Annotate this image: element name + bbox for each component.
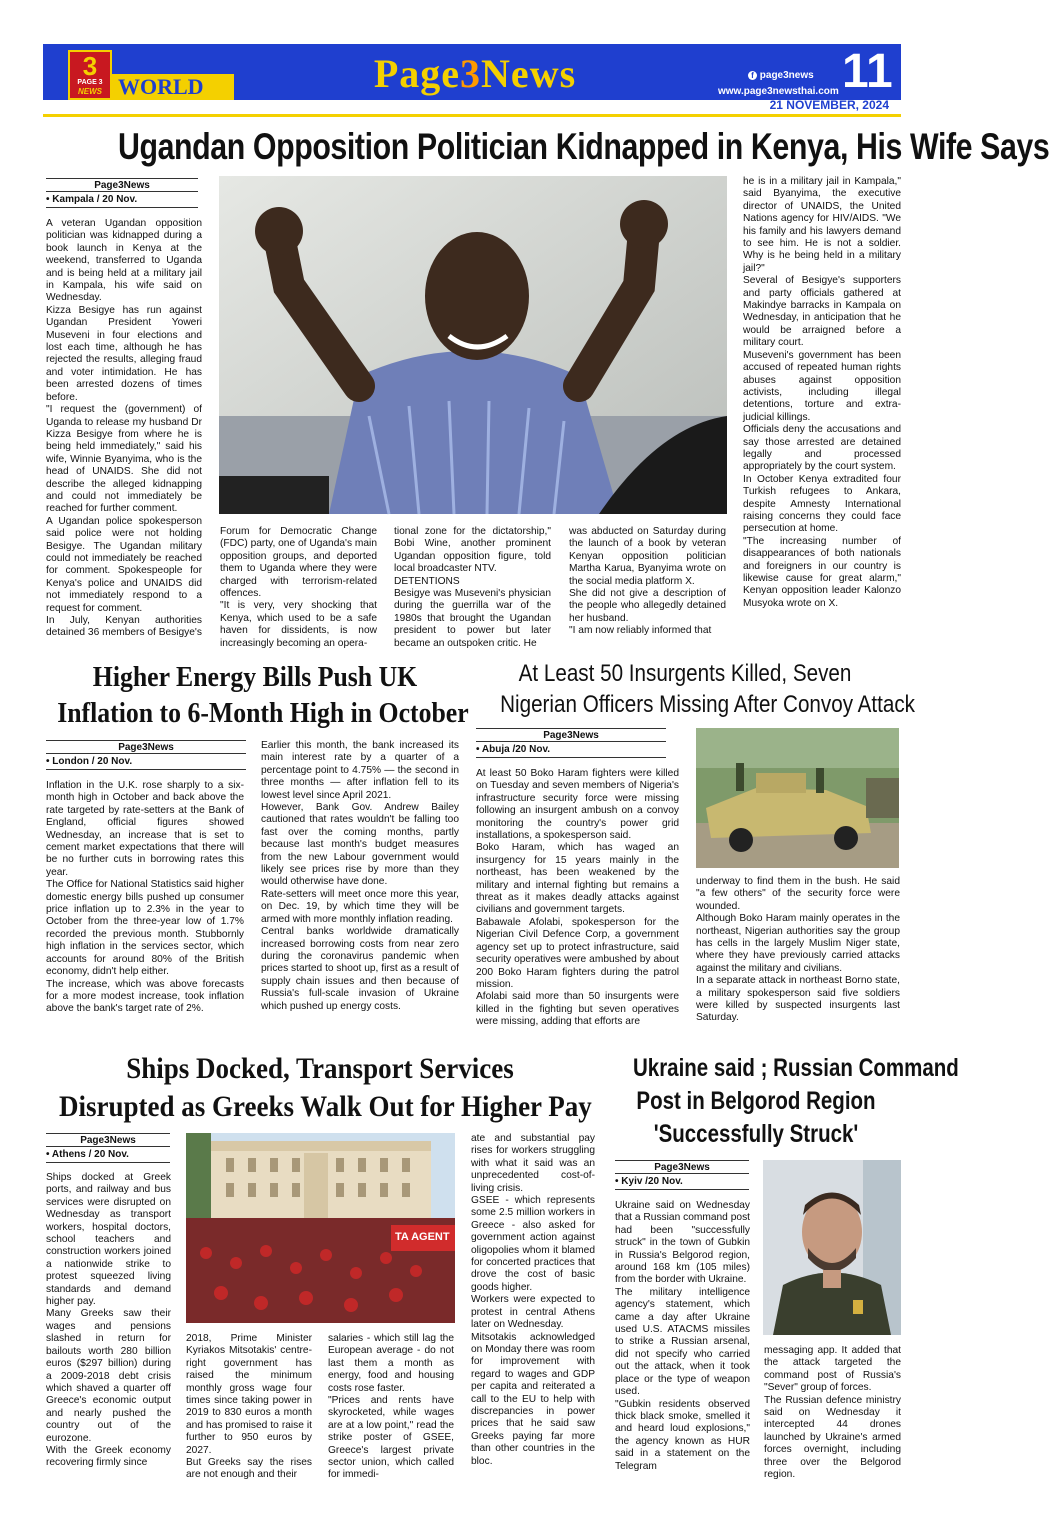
article5-col2 <box>764 1345 901 1490</box>
article2-col2-text: Earlier this month, the bank increased its main interest rate by a quarter of a percentage point to 4.75% — the second in three months — after inflation fell to its lowest level since April 2021. However, Bank Gov. Andrew Bailey cautioned that rates wouldn't be falling too fast over the coming months, partly because last month's budget measures from the new Labour government would likely see prices rise by more than they would otherwise have done. Rate-setters will meet once more this year, on Dec. 19, by which time they will be armed with more monthly inflation reading. Central banks worldwide dramatically increased borrowing costs from near zero during the coronavirus pandemic when prices started to shoot up, first as a result of supply chain issues and then because of Russia's full-scale invasion of Ukraine which pushed up energy costs. <box>261 740 459 1012</box>
article1-col5 <box>743 176 901 654</box>
besigye-photo[interactable] <box>219 176 727 514</box>
facebook-handle[interactable] <box>748 70 814 81</box>
article4-headline-line1: Ships Docked, Transport Services <box>126 1052 514 1085</box>
article4-col1 <box>46 1172 171 1490</box>
article1-place: • Kampala / 20 Nov. <box>46 191 198 208</box>
article5-headline-line1: Ukraine said ; Russian Command <box>633 1054 959 1082</box>
article4-col2 <box>186 1333 312 1490</box>
article2-source: Page3News <box>46 740 246 753</box>
article2-col2 <box>261 740 459 1048</box>
article3-source: Page3News <box>476 728 666 741</box>
article5-col1 <box>615 1200 750 1490</box>
article5-headline[interactable] <box>633 1052 959 1151</box>
article1-col3 <box>394 526 551 651</box>
article2-headline-line2: Inflation to 6-Month High in October <box>57 698 469 729</box>
athens-banner-text: TA AGENT <box>395 1231 450 1243</box>
brand-three: 3 <box>460 51 482 96</box>
brand-post: News <box>481 51 577 96</box>
article4-byline <box>46 1133 170 1163</box>
logo-news: NEWS <box>78 87 102 96</box>
article5-source: Page3News <box>615 1160 749 1173</box>
article3-col2 <box>696 876 900 1048</box>
article1-col1-text: A veteran Ugandan opposition politician was kidnapped during a book launch in Kenya at the weekend, transferred to Uganda and is being held at a military jail in Kampala, his wife said on Wednesday. Kizza Besigye has run against Ugandan President Yoweri Museveni in four elections and lost each time, although he has rejected the results, alleging fraud and voter intimidation. He has been arrested dozens of times before. "I request the (government) of Uganda to release my husband Dr Kizza Besigye from where he is being held immediately," said his wife, Winnie Byanyima, who is the head of UNAIDS. She did not describe the alleged kidnapping and could not immediately be reached for further comment. A Ugandan police spokesperson said police were not holding Besigye. The Ugandan military could not immediately be reached for comment. Spokespeople for Kenya's police and UNAIDS did not immediately respond to a request for comment. In July, Kenyan authorities detained 36 members of Besigye's <box>46 218 202 639</box>
article5-headline-line2: Post in Belgorod Region <box>636 1087 876 1115</box>
article3-headline-line2: Nigerian Officers Missing After Convoy Attack <box>500 691 915 718</box>
article1-col2 <box>220 526 377 651</box>
article2-place: • London / 20 Nov. <box>46 753 246 770</box>
article3-col1-text: At least 50 Boko Haram fighters were killed on Tuesday and seven members of Nigeria's infrastructure security force were missing following an insurgent ambush on a convoy monitoring the country's power grid installations, a spokesperson said. Boko Haram, which has waged an insurgency for 15 years mainly in the northeast, has been weakened by the military and internal fighting but remains a threat as it makes deadly attacks against civilians and government targets. Babawale Afolabi, spokesperson for the Nigerian Civil Defence Corp, a government agency set up to protect infrastructure, said security operatives were ambushed by about 200 Boko Haram fighters during the patrol mission. Afolabi said more than 50 insurgents were killed in the fighting but seven operatives were missing, adding that efforts are <box>476 768 679 1028</box>
article2-headline[interactable] <box>57 660 469 732</box>
article2-col1-text: Inflation in the U.K. rose sharply to a six-month high in October and back above the rate targeted by rate-setters at the Bank of England, official figures showed Wednesday, an increase that is set to cement market expectations that there will be no further cuts in borrowing rates this year. The Office for National Statistics said higher domestic energy bills pushed up consumer price inflation up to 2.3% in the year to October from the three-year low of 1.7% recorded the previous month. Stubbornly high inflation in the services sector, which accounts for around 80% of the British economy, didn't help either. The increase, which was above forecasts for a more modest increase, took inflation above the bank's target rate of 2%. <box>46 780 244 1015</box>
article1-byline <box>46 178 198 208</box>
article4-col2-text: 2018, Prime Minister Kyriakos Mitsotakis' centre-right government has raised the minimum monthly gross wage four times since taking power in 2019 to 830 euros a month and has promised to raise it further to 950 euros by 2027. But Greeks say the rises are not enough and their <box>186 1333 312 1481</box>
article2-col1 <box>46 780 244 1048</box>
article4-col1-text: Ships docked at Greek ports, and railway and bus services were disrupted on Wednesday as transport workers, hospital doctors, school teachers and construction workers joined a nationwide strike to protest squeezed living standards and demand higher pay. Many Greeks saw their wages and pensions slashed in return for bailouts worth 280 billion euros ($297 billion) during a 2009-2018 debt crisis which shaved a quarter off Greece's economic output and nearly pushed the country out of the eurozone. With the Greek economy recovering firmly since <box>46 1172 171 1469</box>
logo-sub: PAGE 3 <box>77 79 103 86</box>
athens-strike-photo-art <box>186 1133 455 1323</box>
article3-headline-line1: At Least 50 Insurgents Killed, Seven <box>518 660 852 687</box>
page3-logo[interactable] <box>68 50 112 100</box>
article5-col1-text: Ukraine said on Wednesday that a Russian command post had been "successfully struck" in the town of Gubkin in Russia's Belgorod region, around 168 km (105 miles) from the border with Ukraine. The military intelligence agency's statement, which came a day after Ukraine used U.S. ATACMS missiles to strike a Russian arsenal, did not specify who carried out the attack, when it took place or the type of weapon used. "Gubkin residents observed thick black smoke, smelled it and heard loud explosions," the agency known as HUR said in a statement on the Telegram <box>615 1200 750 1472</box>
article1-col2-text: Forum for Democratic Change (FDC) party, one of Uganda's main opposition groups, and deported them to Uganda where they were charged with terrorism-related offences. "It is very, very shocking that Kenya, which used to be a safe haven for dissidents, is now increasingly becoming an opera- <box>220 526 377 649</box>
article2-headline-line1: Higher Energy Bills Push UK <box>92 662 418 693</box>
article3-place: • Abuja /20 Nov. <box>476 741 666 758</box>
article4-headline[interactable] <box>59 1050 592 1126</box>
convoy-photo-art <box>696 728 899 868</box>
article3-byline <box>476 728 666 758</box>
article3-col2-text: underway to find them in the bush. He said "a few others" of the security force were wounded. Although Boko Haram mainly operates in the northeast, Nigerian authorities say the group has cells in the largely Muslim Niger state, where they have previously carried attacks against the military and civilians. In a separate attack in northeast Borno state, a military spokesperson said five soldiers were killed by suspected insurgents last Saturday. <box>696 876 900 1024</box>
issue-date: 21 NOVEMBER, 2024 <box>769 98 889 112</box>
website-link[interactable]: www.page3newsthai.com <box>718 86 839 97</box>
article5-byline <box>615 1160 749 1190</box>
athens-strike-photo[interactable] <box>186 1133 455 1323</box>
article1-source: Page3News <box>46 178 198 191</box>
article4-source: Page3News <box>46 1133 170 1146</box>
article4-col4-text: ate and substantial pay rises for workers struggling with what it said was an unprecedented cost-of-living crisis. GSEE - which represents some 2.5 million workers in Greece - also asked for government action against oligopolies whom it blamed for concerted practices that drove the cost of basic goods higher. Workers were expected to protest in central Athens later on Wednesday. Mitsotakis acknowledged on Monday there was room for improvement with regard to wages and GDP per capita and reiterated a call to the EU to help with discrepancies in power prices that he said saw Greeks paying far more than other countries in the bloc. <box>471 1133 595 1467</box>
logo-number: 3 <box>82 51 98 81</box>
article4-col3-text: salaries - which still lag the European average - do not last them a month as energy, food and housing costs rose faster. "Prices and rents have skyrocketed, while wages are at a low point," read the strike poster of GSEE, Greece's largest private sector union, which called for immedi- <box>328 1333 454 1481</box>
zelensky-photo[interactable] <box>763 1160 901 1335</box>
brand-title[interactable] <box>340 50 610 98</box>
article5-place: • Kyiv /20 Nov. <box>615 1173 749 1190</box>
facebook-icon: f <box>748 71 757 80</box>
convoy-photo[interactable] <box>696 728 899 868</box>
article1-col5-text: he is in a military jail in Kampala," said Byanyima, the executive director of UNAIDS, the United Nations agency for HIV/AIDS. "We his family and his lawyers demand to see him. He is not a soldier. Why is he being held in a military jail?" Several of Besigye's supporters and party officials gathered at Makindye barracks in Kampala on Wednesday, in anticipation that he would be arraigned before a military court. Museveni's government has been accused of repeated human rights abuses against opposition activists, including illegal detentions, torture and extra-judicial killings. Officials deny the accusations and say those arrested are detained legally and processed appropriately by the court system. In October Kenya extradited four Turkish refugees to Ankara, despite Amnesty International raising concerns they could face persecution at home. "The increasing number of disappearances of both nationals and foreigners in our country is likewise cause for great alarm," Kenyan opposition leader Kalonzo Musyoka wrote on X. <box>743 176 901 609</box>
facebook-label: page3news <box>759 70 814 81</box>
article4-col4 <box>471 1133 595 1490</box>
section-label: WORLD <box>112 74 234 100</box>
article4-place: • Athens / 20 Nov. <box>46 1146 170 1163</box>
article1-col4-text: was abducted on Saturday during the launch of a book by veteran Kenyan opposition politician Martha Karua, Byanyima wrote on the social media platform X. She did not give a description of the people who allegedly detained her husband. "I am now reliably informed that <box>569 526 726 637</box>
article4-headline-line2: Disrupted as Greeks Walk Out for Higher Pay <box>59 1090 592 1123</box>
brand-pre: Page <box>373 51 461 96</box>
page-number: 11 <box>842 45 893 98</box>
article2-byline <box>46 740 246 770</box>
article5-col2-text: messaging app. It added that the attack targeted the command post of Russia's "Sever" group of forces. The Russian defence ministry said on Wednesday it intercepted 44 drones launched by Ukraine's armed forces overnight, including three over the Belgorod region. <box>764 1345 901 1481</box>
article1-col1 <box>46 218 202 654</box>
article1-headline[interactable]: Ugandan Opposition Politician Kidnapped in Kenya, His Wife Says <box>117 126 1049 167</box>
article3-col1 <box>476 768 679 1048</box>
article5-headline-line3: 'Successfully Struck' <box>653 1120 859 1148</box>
zelensky-photo-art <box>763 1160 901 1335</box>
article1-col3-text: tional zone for the dictatorship," Bobi Wine, another prominent Ugandan opposition figure, told local broadcaster NTV. DETENTIONS Besigye was Museveni's physician during the guerrilla war of the 1980s that brought the Ugandan president to power but later became an outspoken critic. He <box>394 526 551 649</box>
article3-headline[interactable] <box>500 658 915 720</box>
besigye-photo-art <box>219 176 727 514</box>
article4-col3 <box>328 1333 454 1490</box>
article1-col4 <box>569 526 726 651</box>
